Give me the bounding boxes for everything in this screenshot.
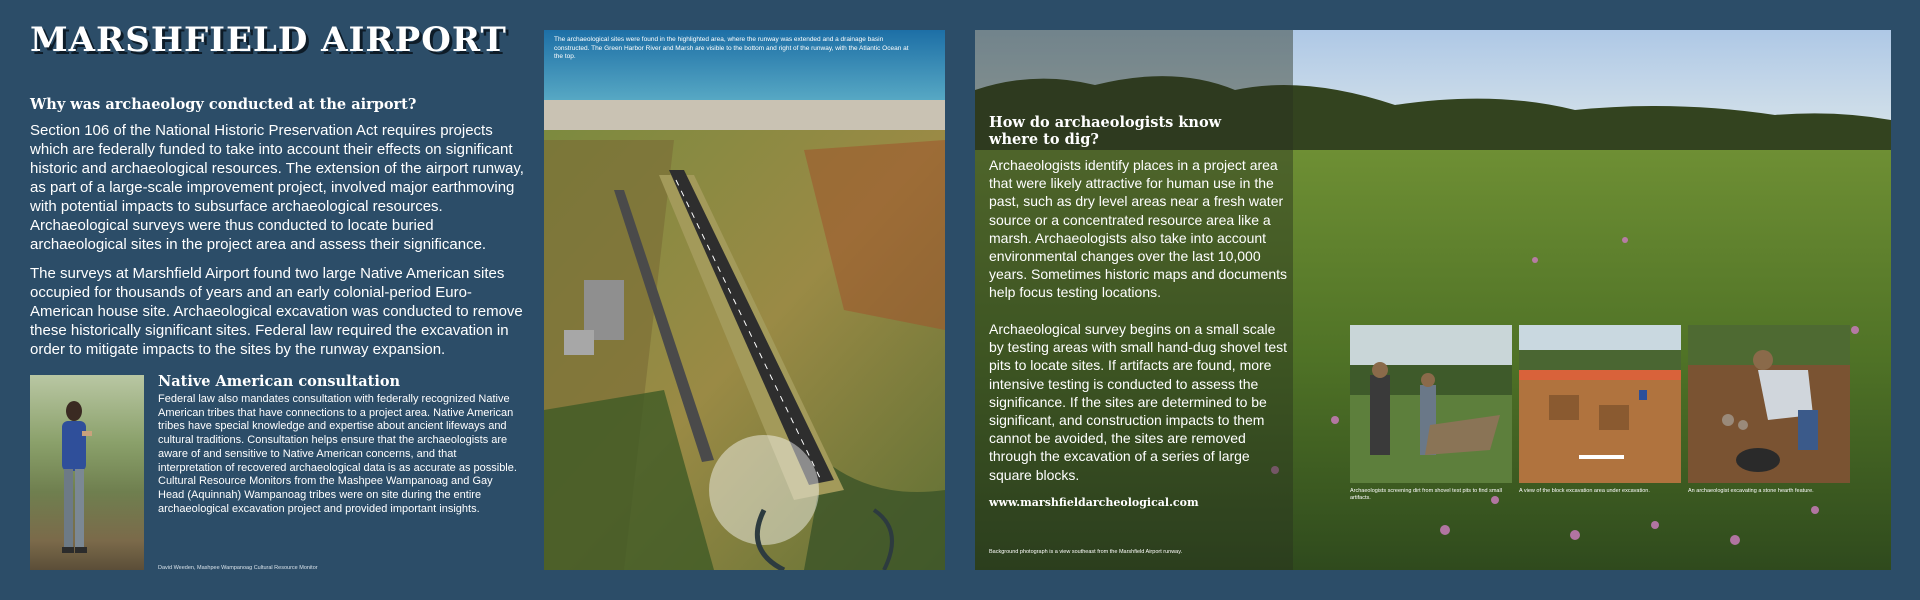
inset-photo-screening (1350, 325, 1512, 483)
website-link[interactable]: www.marshfieldarcheological.com (989, 496, 1199, 509)
monitor-photo (30, 375, 144, 570)
excavation-illustration (1519, 325, 1681, 483)
aerial-photo (544, 30, 945, 570)
inset-caption-block-excavation: A view of the block excavation area under excavation. (1519, 488, 1650, 494)
inset-caption-hearth: An archaeologist excavating a stone hearth feature. (1688, 488, 1814, 494)
dig-heading: How do archaeologists know where to dig? (989, 114, 1222, 148)
aerial-runway-illustration (544, 30, 945, 570)
why-paragraph-1: Section 106 of the National Historic Preservation Act requires projects which are federally funded to take into account their effects on significant historic and archaeological resources. The extension of the airport runway, as part of a large-scale improvement project, involved major earthmoving with potential impacts to subsurface archaeological resources. Archaeological surveys were thus conducted to locate buried archaeological sites in the project area and assess their significance. (30, 122, 524, 253)
why-paragraph-2: The surveys at Marshfield Airport found two large Native American sites occupied for thousands of years and an early colonial-period Euro-American house site. Archaeological excavation was conducted to remove these historically significant sites. Federal law required the excavation in order to mitigate impacts to the sites by the runway expansion. (30, 265, 523, 358)
dig-paragraph-1: Archaeologists identify places in a project area that were likely attractive for human use in the past, such as dry level areas near a fresh water source or a concentrated resource area like a marsh. Archaeologists also take into account environmental changes over the last 10,000 years. Sometimes historic maps and documents help focus testing locations. (989, 157, 1288, 301)
consultation-heading: Native American consultation (158, 373, 401, 390)
person-figure (52, 397, 92, 562)
hearth-illustration (1688, 325, 1850, 483)
field-photo (975, 30, 1891, 570)
aerial-caption: The archaeological sites were found in the highlighted area, where the runway was extended and a drainage basin constructed. The Green Harbor River and Marsh are visible to the bottom and right of the runway, with the Atlantic Ocean at the top. (554, 36, 909, 60)
screening-illustration (1350, 325, 1512, 483)
consultation-text: Federal law also mandates consultation with federally recognized Native American tribes that have connections to a project area. Native American tribes have special knowledge and expertise about ancient lifeways and cultural traditions. Consultation helps ensure that the archaeologists are aware of and sensitive to Native American concerns, and that interpretation of recovered archaeological data is as accurate as possible. Cultural Resource Monitors from the Mashpee Wampanoag and Gay Head (Aquinnah) Wampanoag tribes were on site during the entire archaeological excavation project and provided important insights. (158, 393, 517, 515)
dig-paragraph-2: Archaeological survey begins on a small scale by testing areas with small hand-dug shovel test pits to locate sites. If artifacts are found, more intensive testing is conducted to assess the significance. If the sites are determined to be significant, and construction impacts to them cannot be avoided, the sites are removed through the excavation of a series of large square blocks. (989, 321, 1288, 483)
inset-photo-block-excavation (1519, 325, 1681, 483)
left-panel (0, 0, 530, 600)
inset-photo-hearth (1688, 325, 1850, 483)
inset-caption-screening: Archaeologists screening dirt from shovel test pits to find small artifacts. (1350, 488, 1502, 501)
monitor-photo-credit: David Weeden, Mashpee Wampanoag Cultural Resource Monitor (158, 565, 318, 571)
main-title: MARSHFIELD AIRPORT (30, 20, 507, 60)
why-heading: Why was archaeology conducted at the airport? (30, 96, 417, 113)
background-credit: Background photograph is a view southeast from the Marshfield Airport runway. (989, 549, 1183, 555)
